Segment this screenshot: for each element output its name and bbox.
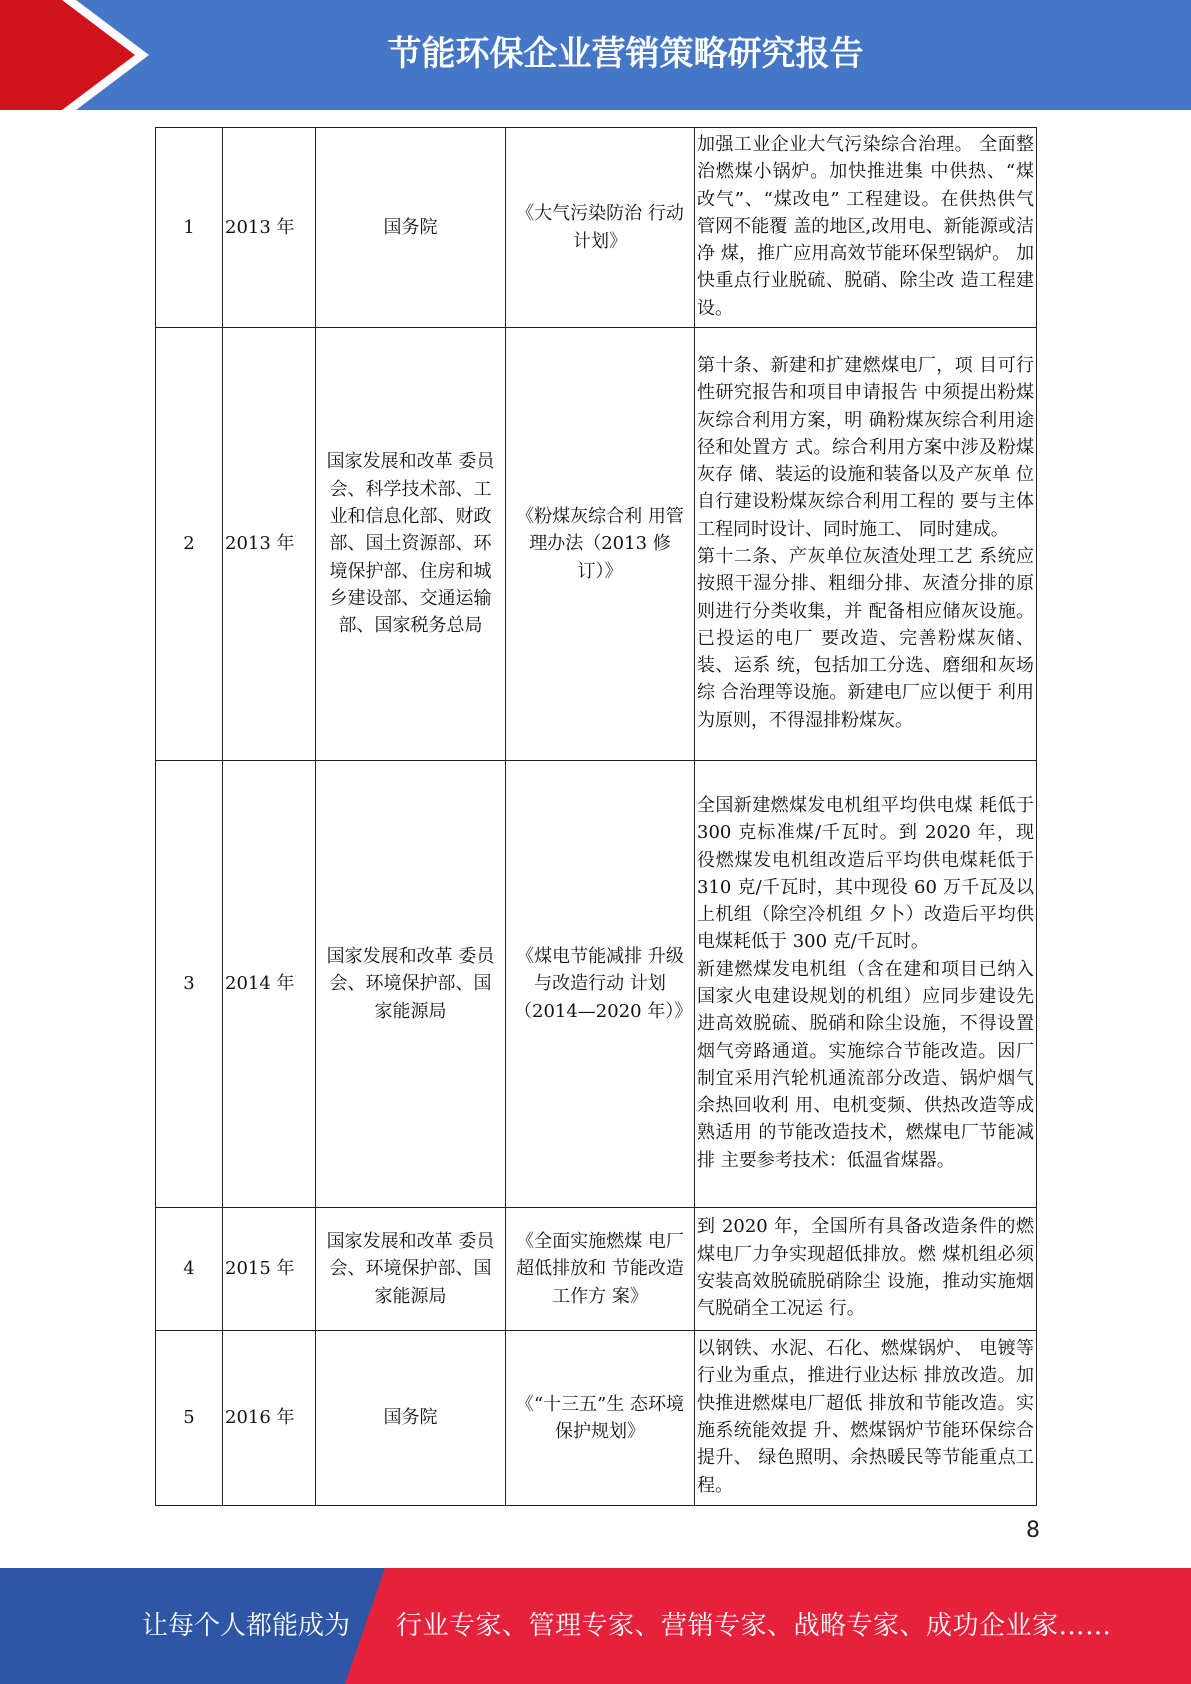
row-content: 以钢铁、水泥、石化、燃煤锅炉、 电镀等行业为重点，推进行业达标 排放改造。加快推进燃煤电厂超低 排放和节能改造。实施系统能效提 升、燃煤锅炉节能环保综合提升、 绿色照明、余热暖民等节能重点工 程。: [695, 1331, 1037, 1506]
row-department: 国家发展和改革 委员会、环境保护部、国家能源局: [316, 761, 506, 1208]
row-number: 1: [156, 128, 223, 328]
table-row: [156, 1208, 1037, 1331]
row-year: 2015 年: [223, 1208, 316, 1331]
row-number: 5: [156, 1331, 223, 1506]
report-title: 节能环保企业营销策略研究报告: [387, 34, 864, 74]
page-number: 8: [1026, 1518, 1040, 1543]
row-department: 国务院: [316, 128, 506, 328]
row-number: 2: [156, 328, 223, 761]
row-document: 《“十三五”生 态环境保护规划》: [506, 1331, 695, 1506]
row-year: 2013 年: [223, 328, 316, 761]
row-document: 《粉煤灰综合利 用管理办法（2013 修订）》: [506, 328, 695, 761]
row-year: 2014 年: [223, 761, 316, 1208]
row-number: 3: [156, 761, 223, 1208]
row-year: 2013 年: [223, 128, 316, 328]
policy-table: [155, 127, 1037, 1506]
row-content: 加强工业企业大气污染综合治理。 全面整治燃煤小锅炉。加快推进集 中供热、“煤改气”、“煤改电” 工程建设。在供热供气管网不能覆 盖的地区,改用电、新能源或洁净 煤，推广应用高效节能环保型锅炉。 加快重点行业脱硫、脱硝、除尘改 造工程建设。: [695, 128, 1037, 328]
row-document: 《全面实施燃煤 电厂超低排放和 节能改造工作方 案》: [506, 1208, 695, 1331]
table-row: [156, 328, 1037, 761]
row-content: 全国新建燃煤发电机组平均供电煤 耗低于 300 克标准煤/千瓦时。到 2020 年，现役燃煤发电机组改造后平均供电煤耗低于 310 克/千瓦时，其中现役 60 万千瓦及以上机组（除空冷机组 夕卜）改造后平均供电煤耗低于 300 克/千瓦时。 新建燃煤发电机组（含在建和项目已纳入国家火电建设规划的机组）应同步建设先进高效脱硫、脱硝和除尘设施，不得设置烟气旁路通道。实施综合节能改造。因厂制宜采用汽轮机通流部分改造、锅炉烟气余热回收利 用、电机变频、供热改造等成熟适用 的节能改造技术，燃煤电厂节能减排 主要参考技术：低温省煤器。: [695, 761, 1037, 1208]
table-row: [156, 1331, 1037, 1506]
row-department: 国务院: [316, 1331, 506, 1506]
page-header: [0, 0, 1191, 110]
row-document: 《大气污染防治 行动计划》: [506, 128, 695, 328]
footer-slogan-left: 让每个人都能成为: [142, 1611, 351, 1641]
page-footer: [0, 1568, 1191, 1684]
row-document: 《煤电节能减排 升级与改造行动 计划（2014—2020 年）》: [506, 761, 695, 1208]
row-content: 第十条、新建和扩建燃煤电厂，项 目可行性研究报告和项目申请报告 中须提出粉煤灰综合利用方案，明 确粉煤灰综合利用途径和处置方 式。综合利用方案中涉及粉煤灰存 储、装运的设施和装备以及产灰单 位自行建设粉煤灰综合利用工程的 要与主体工程同时设计、同时施工、 同时建成。 第十二条、产灰单位灰渣处理工艺 系统应按照干湿分排、粗细分排、灰渣分排的原则进行分类收集，并 配备相应储灰设施。已投运的电厂 要改造、完善粉煤灰储、装、运系 统，包括加工分选、磨细和灰场综 合治理等设施。新建电厂应以便于 利用为原则，不得湿排粉煤灰。: [695, 328, 1037, 761]
row-content: 到 2020 年，全国所有具备改造条件的燃煤电厂力争实现超低排放。燃 煤机组必须安装高效脱硫脱硝除尘 设施，推动实施烟气脱硝全工况运 行。: [695, 1208, 1037, 1331]
row-number: 4: [156, 1208, 223, 1331]
row-department: 国家发展和改革 委员会、科学技术部、工业和信息化部、财政部、国土资源部、环境保护部、住房和城乡建设部、交通运输部、国家税务总局: [316, 328, 506, 761]
table-row: [156, 128, 1037, 328]
row-department: 国家发展和改革 委员会、环境保护部、国家能源局: [316, 1208, 506, 1331]
table-row: [156, 761, 1037, 1208]
row-year: 2016 年: [223, 1331, 316, 1506]
footer-slogan-right: 行业专家、管理专家、营销专家、战略专家、成功企业家……: [396, 1611, 1112, 1641]
